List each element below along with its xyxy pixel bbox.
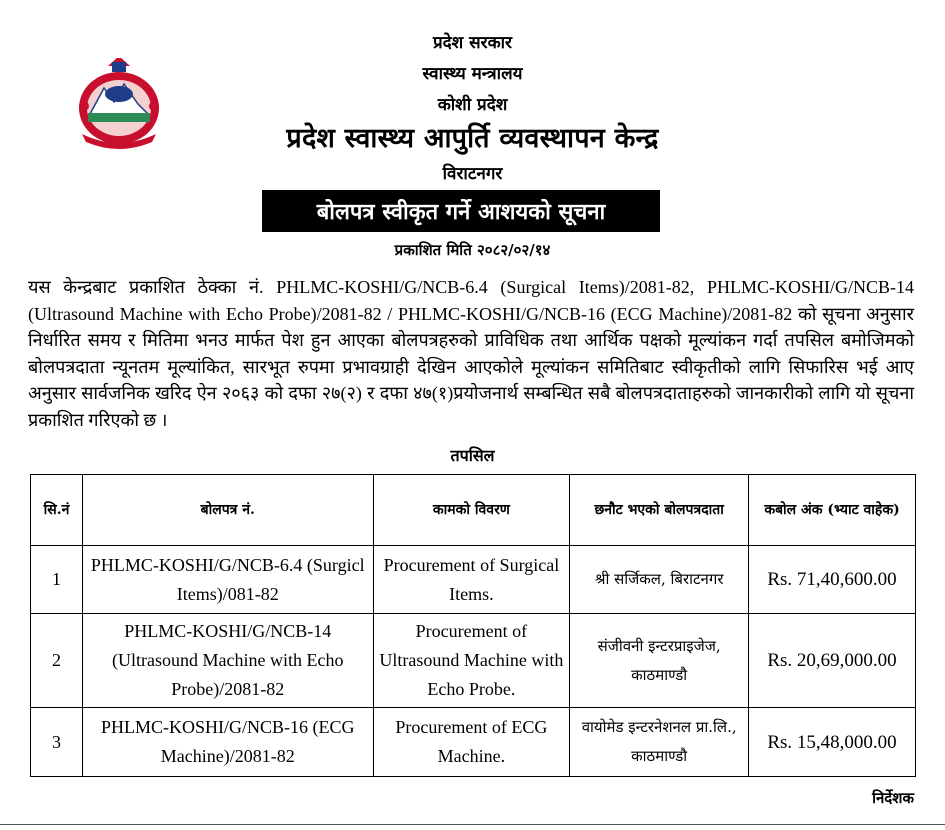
cell-sn: 2 bbox=[31, 614, 83, 708]
cell-amount: Rs. 15,48,000.00 bbox=[749, 708, 916, 777]
cell-bid-no: PHLMC-KOSHI/G/NCB-6.4 (Surgicl Items)/081-82 bbox=[82, 546, 373, 614]
header-line-1: प्रदेश सरकार bbox=[432, 33, 513, 53]
col-header-description: कामको विवरण bbox=[373, 475, 570, 546]
office-title: प्रदेश स्वास्थ्य आपुर्ति व्यवस्थापन केन्द्र bbox=[286, 123, 659, 154]
cell-description: Procurement of ECG Machine. bbox=[373, 708, 570, 777]
bottom-divider bbox=[0, 824, 945, 825]
cell-sn: 1 bbox=[31, 546, 83, 614]
award-table bbox=[30, 474, 916, 777]
cell-amount: Rs. 20,69,000.00 bbox=[749, 614, 916, 708]
cell-sn: 3 bbox=[31, 708, 83, 777]
col-header-sn: सि.नं bbox=[31, 475, 83, 546]
table-row bbox=[31, 708, 916, 777]
signatory-title: निर्देशक bbox=[872, 789, 914, 807]
col-header-amount: कबोल अंक (भ्याट वाहेक) bbox=[749, 475, 916, 546]
table-header-row bbox=[31, 475, 916, 546]
col-header-bidder: छनौट भएको बोलपत्रदाता bbox=[570, 475, 749, 546]
header-line-2: स्वास्थ्य मन्त्रालय bbox=[422, 64, 523, 84]
details-heading: तपसिल bbox=[450, 446, 495, 465]
cell-bidder: श्री सर्जिकल, बिराटनगर bbox=[570, 546, 749, 614]
cell-amount: Rs. 71,40,600.00 bbox=[749, 546, 916, 614]
notice-title-banner: बोलपत्र स्वीकृत गर्ने आशयको सूचना bbox=[262, 190, 660, 232]
cell-bid-no: PHLMC-KOSHI/G/NCB-14 (Ultrasound Machine with Echo Probe)/2081-82 bbox=[82, 614, 373, 708]
notice-body: यस केन्द्रबाट प्रकाशित ठेक्का नं. PHLMC-KOSHI/G/NCB-6.4 (Surgical Items)/2081-82, PHLMC-KOSHI/G/NCB-14 (Ultrasound Machine with Echo Probe)/2081-82 / PHLMC-KOSHI/G/NCB-16 (ECG Machine)/2081-82 को सूचना अनुसार निर्धारित समय र मितिमा भनउ मार्फत पेश हुन आएका बोलपत्रहरुको प्राविधिक तथा आर्थिक पक्षको मूल्यांकन गर्दा तपसिल बमोजिमको बोलपत्रदाता न्यूनतम मूल्यांकित, सारभूत रुपमा प्रभावग्राही देखिन आएकोले मूल्यांकन समितिबाट स्वीकृतीको लागि सिफारिस भई आए अनुसार सार्वजनिक खरिद ऐन २०६३ को दफा २७(२) र दफा ४७(१)प्रयोजनार्थ सम्बन्धित सबै बोलपत्रदाताहरुको जानकारीको लागि यो सूचना प्रकाशित गरिएको छ । bbox=[28, 277, 914, 430]
cell-description: Procurement of Surgical Items. bbox=[373, 546, 570, 614]
table-row bbox=[31, 614, 916, 708]
col-header-bid-no: बोलपत्र नं. bbox=[82, 475, 373, 546]
cell-bid-no: PHLMC-KOSHI/G/NCB-16 (ECG Machine)/2081-82 bbox=[82, 708, 373, 777]
header-line-3: कोशी प्रदेश bbox=[437, 95, 508, 115]
cell-bidder: वायोमेड इन्टरनेशनल प्रा.लि., काठमाण्डौ bbox=[570, 708, 749, 777]
cell-description: Procurement of Ultrasound Machine with Echo Probe. bbox=[373, 614, 570, 708]
cell-bidder: संजीवनी इन्टरप्राइजेज, काठमाण्डौ bbox=[570, 614, 749, 708]
office-city: विराटनगर bbox=[442, 164, 503, 184]
published-date: प्रकाशित मिति २०८२/०२/१४ bbox=[394, 241, 551, 259]
table-row bbox=[31, 546, 916, 614]
